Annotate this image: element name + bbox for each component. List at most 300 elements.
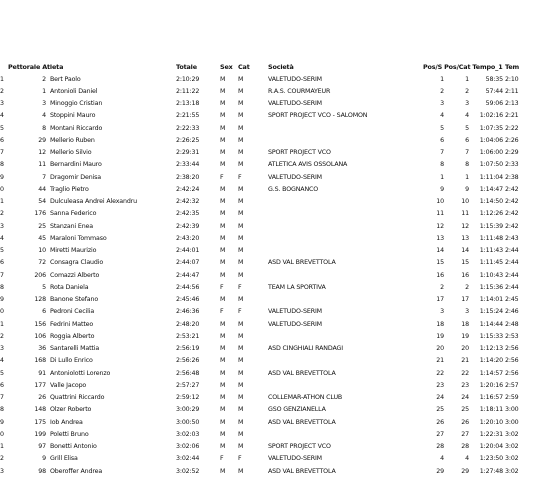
time-cut: 2:44 [505,259,519,267]
bib-number: 44 [38,185,46,193]
time-cut: 2:53 [505,332,519,340]
sex: M [220,198,226,205]
athlete-name: Bernardini Mauro [50,161,102,169]
total-time: 2:13:18 [176,100,200,107]
time-cut: 2:42 [505,222,519,230]
row-index: 8 [0,283,4,291]
sex: F [220,308,224,316]
athlete-name: Olzer Roberto [50,406,92,414]
sex: M [220,87,226,95]
sex: M [220,357,226,365]
club-name: ASD VAL BREVETTOLA [268,259,336,267]
athlete-name: Valle Jacopo [50,381,87,389]
split-time-1: 1:02:16 [479,112,503,120]
total-time: 2:53:21 [176,332,200,340]
sex: M [220,210,226,218]
row-index: 2 [0,455,4,463]
sex: M [220,124,226,132]
sex: M [220,369,226,377]
total-time: 2:42:32 [176,198,200,205]
total-time: 2:43:20 [176,234,200,242]
athlete-name: Quattrini Riccardo [50,394,105,401]
table-row [0,368,534,380]
split-time-1: 1:12:26 [479,210,503,218]
position-category: 11 [461,210,469,218]
position-category: 13 [461,234,469,242]
split-time-1: 1:11:45 [479,259,503,267]
position-category: 24 [461,394,469,401]
position-category: 2 [465,283,469,291]
time-cut: 2:56 [505,357,519,365]
position-category: 26 [461,418,469,426]
total-time: 2:10:29 [176,75,200,83]
sex: F [220,283,224,291]
table-row [0,453,534,465]
position-overall: 23 [436,381,444,389]
category: M [238,222,244,230]
sex: M [220,394,226,401]
header-societa: Società [268,63,294,71]
category: M [238,467,244,475]
position-overall: 24 [436,394,444,401]
split-time-1: 1:22:31 [479,430,503,438]
total-time: 2:38:20 [176,173,200,181]
row-index: 1 [0,75,4,83]
table-row [0,74,534,86]
club-name: VALETUDO-SERIM [268,320,322,328]
time-cut: 2:56 [505,345,519,352]
bib-number: 128 [34,296,46,303]
bib-number: 148 [34,406,46,414]
table-row [0,208,534,220]
position-overall: 7 [440,149,444,156]
bib-number: 91 [38,369,46,377]
club-name: VALETUDO-SERIM [268,75,322,83]
position-overall: 3 [440,100,444,107]
category: M [238,112,244,120]
position-overall: 20 [436,345,444,352]
athlete-name: Montani Riccardo [50,124,103,132]
category: M [238,320,244,328]
position-category: 27 [461,430,469,438]
split-time-1: 1:07:35 [479,124,503,132]
total-time: 2:56:48 [176,369,200,377]
time-cut: 2:42 [505,198,519,205]
row-index: 4 [0,234,4,242]
position-overall: 18 [436,320,444,328]
total-time: 2:57:27 [176,381,200,389]
total-time: 2:56:19 [176,345,200,352]
total-time: 2:29:31 [176,149,200,156]
table-row [0,429,534,441]
sex: M [220,381,226,389]
athlete-name: Miretti Maurizio [50,247,97,254]
athlete-name: Stanzani Enea [50,222,93,230]
category: M [238,75,244,83]
split-time-1: 1:11:04 [479,173,503,181]
header-tem: Tem [505,63,520,71]
time-cut: 2:59 [505,394,519,401]
athlete-name: Comazzi Alberto [50,271,100,279]
position-category: 22 [461,369,469,377]
row-index: 0 [0,430,4,438]
table-row [0,404,534,416]
sex: M [220,136,226,144]
club-name: ASD VAL BREVETTOLA [268,369,336,377]
split-time-1: 57:44 [485,87,503,95]
position-overall: 17 [436,296,444,303]
total-time: 3:02:06 [176,443,200,450]
table-row [0,196,534,208]
position-overall: 15 [436,259,444,267]
position-category: 9 [465,185,469,193]
total-time: 3:02:03 [176,430,200,438]
position-overall: 22 [436,369,444,377]
table-row [0,98,534,110]
sex: M [220,100,226,107]
table-row [0,355,534,367]
position-category: 2 [465,87,469,95]
table-row [0,294,534,306]
table-header [0,61,534,73]
athlete-name: Stoppini Mauro [50,112,96,120]
time-cut: 2:46 [505,308,519,316]
athlete-name: Antonioli Daniel [50,87,98,95]
category: M [238,136,244,144]
sex: M [220,247,226,254]
total-time: 3:00:29 [176,406,200,414]
position-overall: 4 [440,112,444,120]
total-time: 2:11:22 [176,87,200,95]
position-category: 29 [461,467,469,475]
time-cut: 2:48 [505,320,519,328]
total-time: 2:59:12 [176,394,200,401]
category: M [238,345,244,352]
split-time-1: 1:11:48 [479,234,503,242]
bib-number: 11 [38,161,46,169]
split-time-1: 1:20:04 [479,443,503,450]
sex: M [220,149,226,156]
position-category: 18 [461,320,469,328]
category: M [238,161,244,169]
bib-number: 25 [38,222,46,230]
time-cut: 2:56 [505,369,519,377]
club-name: GSO GENZIANELLA [268,406,326,414]
athlete-name: Maraloni Tommaso [50,234,107,242]
time-cut: 2:13 [505,100,519,107]
position-overall: 28 [436,443,444,450]
time-cut: 3:02 [505,455,519,463]
category: M [238,296,244,303]
total-time: 3:00:50 [176,418,200,426]
total-time: 2:44:07 [176,259,200,267]
athlete-name: Di Lullo Enrico [50,357,93,365]
athlete-name: Consagra Claudio [50,259,104,267]
athlete-name: Iob Andrea [50,418,83,426]
total-time: 2:42:35 [176,210,200,218]
position-category: 21 [461,357,469,365]
position-category: 1 [465,75,469,83]
header-cat: Cat [238,63,250,71]
time-cut: 2:26 [505,136,519,144]
sex: M [220,185,226,193]
position-category: 16 [461,271,469,279]
athlete-name: Mellerio Silvio [50,149,92,156]
row-index: 3 [0,345,4,352]
category: M [238,418,244,426]
split-time-1: 1:14:01 [479,296,503,303]
table-row [0,233,534,245]
split-time-1: 1:12:13 [479,345,503,352]
position-category: 8 [465,161,469,169]
athlete-name: Santarelli Mattia [50,345,100,352]
header-pettorale-atleta: Pettorale Atleta [8,63,64,71]
row-index: 3 [0,222,4,230]
row-index: 3 [0,100,4,107]
time-cut: 2:38 [505,173,519,181]
bib-number: 175 [34,418,46,426]
header-totale: Totale [176,63,197,71]
row-index: 2 [0,332,4,340]
total-time: 2:22:33 [176,124,200,132]
position-category: 3 [465,308,469,316]
split-time-1: 1:15:33 [479,332,503,340]
position-overall: 2 [440,283,444,291]
row-index: 0 [0,185,4,193]
position-overall: 21 [436,357,444,365]
athlete-name: Rota Daniela [50,283,89,291]
time-cut: 2:29 [505,149,519,156]
club-name: ASD CINGHIALI RANDAGI [268,345,343,352]
club-name: VALETUDO-SERIM [268,308,322,316]
bib-number: 2 [42,75,46,83]
total-time: 2:42:24 [176,185,200,193]
bib-number: 206 [34,271,46,279]
sex: M [220,332,226,340]
table-row [0,282,534,294]
total-time: 3:02:52 [176,467,200,475]
time-cut: 2:21 [505,112,519,120]
table-row [0,257,534,269]
table-row [0,159,534,171]
total-time: 2:56:26 [176,357,200,365]
table-row [0,86,534,98]
time-cut: 3:00 [505,406,519,414]
total-time: 2:46:36 [176,308,200,316]
position-category: 3 [465,100,469,107]
position-overall: 19 [436,332,444,340]
total-time: 2:44:56 [176,283,200,291]
athlete-name: Dragomir Denisa [50,173,101,181]
athlete-name: Bert Paolo [50,75,81,83]
club-name: SPORT PROJECT VCO [268,149,331,156]
total-time: 2:44:01 [176,247,200,254]
bib-number: 168 [34,357,46,365]
position-category: 17 [461,296,469,303]
category: M [238,247,244,254]
time-cut: 2:22 [505,124,519,132]
athlete-name: Dulculeasa Andrei Alexandru [50,198,137,205]
split-time-1: 59:06 [485,100,503,107]
split-time-1: 1:14:50 [479,198,503,205]
position-overall: 1 [440,75,444,83]
split-time-1: 1:15:39 [479,222,503,230]
split-time-1: 1:04:06 [479,136,503,144]
row-index: 2 [0,87,4,95]
category: M [238,124,244,132]
time-cut: 2:43 [505,234,519,242]
split-time-1: 58:35 [485,75,503,83]
category: M [238,369,244,377]
row-index: 1 [0,443,4,450]
time-cut: 2:42 [505,210,519,218]
row-index: 8 [0,406,4,414]
table-row [0,147,534,159]
position-category: 10 [461,198,469,205]
club-name: SPORT PROJECT VCO [268,443,331,450]
sex: M [220,112,226,120]
time-cut: 2:11 [505,87,519,95]
athlete-name: Roggia Alberto [50,332,95,340]
club-name: ASD VAL BREVETTOLA [268,418,336,426]
category: F [238,308,242,316]
category: M [238,259,244,267]
bib-number: 29 [38,136,46,144]
split-time-1: 1:15:24 [479,308,503,316]
row-index: 4 [0,112,4,120]
bib-number: 5 [42,283,46,291]
athlete-name: Mellerio Ruben [50,136,95,144]
table-row [0,380,534,392]
category: M [238,357,244,365]
position-overall: 2 [440,87,444,95]
category: M [238,149,244,156]
position-category: 28 [461,443,469,450]
bib-number: 176 [34,210,46,218]
sex: M [220,467,226,475]
row-index: 0 [0,308,4,316]
sex: M [220,406,226,414]
bib-number: 97 [38,443,46,450]
position-overall: 1 [440,173,444,181]
category: F [238,455,242,463]
header-pos-poscat-tempo: Pos/S Pos/Cat Tempo_1 [423,63,503,71]
time-cut: 2:44 [505,283,519,291]
table-row [0,221,534,233]
athlete-name: Traglio Pietro [50,185,89,193]
sex: M [220,320,226,328]
row-index: 2 [0,210,4,218]
sex: M [220,345,226,352]
category: M [238,271,244,279]
split-time-1: 1:06:00 [479,149,503,156]
row-index: 7 [0,149,4,156]
table-row [0,184,534,196]
total-time: 2:21:55 [176,112,200,120]
total-time: 2:42:39 [176,222,200,230]
row-index: 6 [0,381,4,389]
time-cut: 2:44 [505,271,519,279]
bib-number: 8 [42,124,46,132]
time-cut: 3:02 [505,467,519,475]
athlete-name: Bonetti Antonio [50,443,97,450]
athlete-name: Fedrini Matteo [50,320,94,328]
row-index: 9 [0,173,4,181]
category: M [238,381,244,389]
row-index: 4 [0,357,4,365]
table-row [0,392,534,404]
position-category: 5 [465,124,469,132]
total-time: 3:02:44 [176,455,200,463]
category: M [238,185,244,193]
split-time-1: 1:16:57 [479,394,503,401]
table-row [0,245,534,257]
time-cut: 3:00 [505,418,519,426]
category: M [238,234,244,242]
bib-number: 26 [38,394,46,401]
total-time: 2:48:20 [176,320,200,328]
split-time-1: 1:14:20 [479,357,503,365]
split-time-1: 1:11:43 [479,247,503,254]
table-row [0,441,534,453]
total-time: 2:33:44 [176,161,200,169]
header-sex: Sex [220,63,233,71]
table-row [0,319,534,331]
row-index: 7 [0,394,4,401]
position-overall: 29 [436,467,444,475]
row-index: 7 [0,271,4,279]
club-name: ATLETICA AVIS OSSOLANA [268,161,348,169]
row-index: 3 [0,467,4,475]
time-cut: 2:45 [505,296,519,303]
sex: M [220,271,226,279]
time-cut: 2:57 [505,381,519,389]
table-row [0,172,534,184]
category: M [238,210,244,218]
row-index: 1 [0,198,4,205]
total-time: 2:44:47 [176,271,200,279]
bib-number: 1 [42,87,46,95]
sex: M [220,296,226,303]
bib-number: 45 [38,234,46,242]
bib-number: 106 [34,332,46,340]
split-time-1: 1:23:50 [479,455,503,463]
athlete-name: Minoggio Cristian [50,100,103,107]
bib-number: 7 [42,173,46,181]
bib-number: 4 [42,112,46,120]
club-name: VALETUDO-SERIM [268,173,322,181]
athlete-name: Antoniolotti Lorenzo [50,369,111,377]
position-category: 4 [465,112,469,120]
category: M [238,443,244,450]
position-category: 23 [461,381,469,389]
bib-number: 54 [38,198,46,205]
row-index: 9 [0,296,4,303]
position-overall: 25 [436,406,444,414]
bib-number: 3 [42,100,46,107]
club-name: ASD VAL BREVETTOLA [268,467,336,475]
row-index: 5 [0,369,4,377]
position-category: 15 [461,259,469,267]
time-cut: 2:44 [505,247,519,254]
table-row [0,123,534,135]
bib-number: 199 [34,430,46,438]
position-category: 19 [461,332,469,340]
sex: M [220,222,226,230]
time-cut: 2:42 [505,185,519,193]
club-name: VALETUDO-SERIM [268,455,322,463]
time-cut: 2:33 [505,161,519,169]
